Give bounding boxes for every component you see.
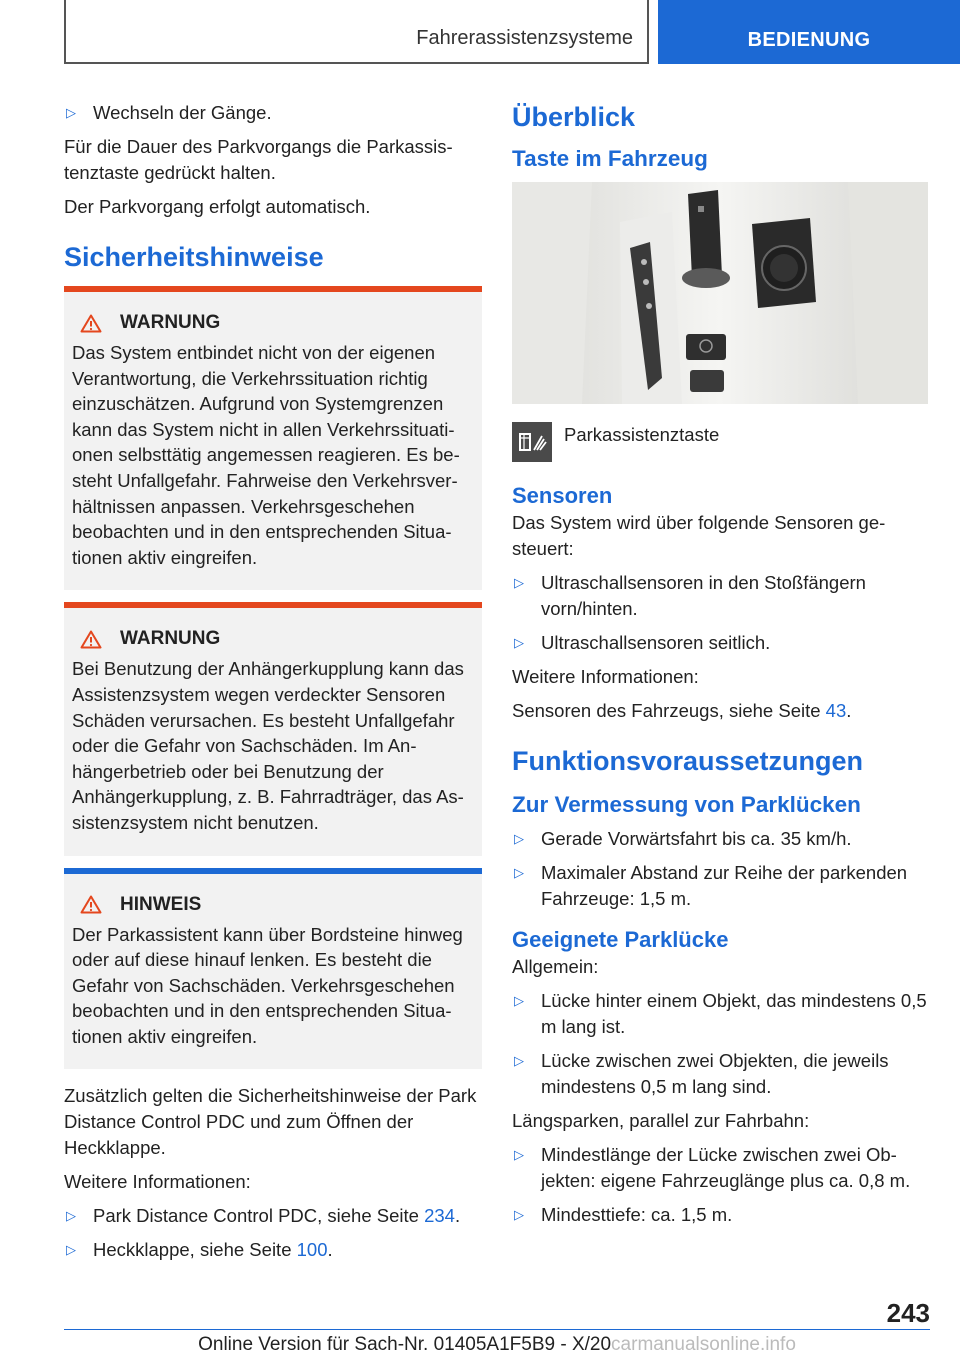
warning-triangle-icon [80, 314, 102, 333]
header-chapter-title: BEDIENUNG [747, 29, 871, 51]
bullet-triangle-icon: ▷ [514, 865, 524, 880]
page-link-100[interactable]: 100 [296, 1239, 328, 1261]
left-column [64, 100, 482, 1271]
bullet-triangle-icon: ▷ [514, 1207, 524, 1222]
paragraph: Längsparken, parallel zur Fahrbahn: [512, 1110, 810, 1131]
list-item: ▷ Heckklappe, siehe Seite 100. [64, 1237, 482, 1263]
list-item: ▷ Maximaler Abstand zur Reihe der parkenden Fahrzeuge: 1,5 m. [512, 860, 930, 912]
list-item: ▷ Gerade Vorwärtsfahrt bis ca. 35 km/h. [512, 826, 930, 852]
paragraph: Weitere Informationen: [512, 666, 699, 687]
page-number: 243 [886, 1298, 930, 1328]
watermark: carmanualsonline.info [611, 1334, 796, 1355]
paragraph: Zusätzlich gelten die Sicherheitshinweise der Park Distance Control PDC und zum Öffnen der Heckklappe. [64, 1085, 477, 1159]
paragraph: Sensoren des Fahrzeugs, siehe Seite 43. [512, 700, 852, 721]
button-legend-label: Parkassistenztaste [564, 424, 720, 445]
bullet-triangle-icon: ▷ [514, 993, 524, 1008]
parking-assistant-button-icon [512, 422, 552, 462]
bullet-triangle-icon: ▷ [514, 575, 524, 590]
footer-text: Online Version für Sach-Nr. 01405A1F5B9 - X/20carmanualsonline.info [198, 1334, 796, 1355]
bullet-triangle-icon: ▷ [66, 105, 76, 120]
warning-text: Das System entbindet nicht von der eigenen Verantwortung, die Verkehrssituation richtig einzuschätzen. Aufgrund von Systemgrenzen kann das System nicht in allen Verkehrssituationen selbsttätig angemessen reagieren. Es besteht Unfallgefahr. Fahrweise den Verkehrsverhältnissen anpassen. Verkehrsgeschehen beobachten und in den entsprechenden Situationen aktiv eingreifen. [72, 342, 460, 568]
bullet-triangle-icon: ▷ [66, 1242, 76, 1258]
page-link-43[interactable]: 43 [825, 700, 847, 721]
button-legend [512, 422, 930, 462]
list-item: ▷ Mindesttiefe: ca. 1,5 m. [512, 1202, 930, 1228]
bullet-triangle-icon: ▷ [514, 635, 524, 650]
list-item: ▷ Lücke zwischen zwei Objekten, die jeweils mindestens 0,5 m lang sind. [512, 1048, 930, 1100]
list-item: ▷ Lücke hinter einem Objekt, das mindestens 0,5 m lang ist. [512, 988, 930, 1040]
warning-box [64, 602, 482, 855]
heading-measure: Zur Vermessung von Parklücken [512, 792, 861, 817]
list-item: ▷ Mindestlänge der Lücke zwischen zwei Objekten: eigene Fahrzeuglänge plus ca. 0,8 m. [512, 1142, 930, 1194]
center-console-photo [512, 182, 928, 404]
paragraph: Für die Dauer des Parkvorgangs die Parkassistenztaste gedrückt halten. [64, 136, 453, 183]
list-item: ▷ Ultraschallsensoren seitlich. [512, 630, 930, 656]
warning-title: WARNUNG [72, 626, 474, 652]
warning-title: WARNUNG [72, 310, 474, 336]
warning-triangle-icon [80, 895, 102, 914]
heading-button: Taste im Fahrzeug [512, 146, 708, 171]
header-section-title: Fahrerassistenzsysteme [416, 27, 633, 49]
notice-text: Der Parkassistent kann über Bordsteine hinweg oder auf diese hinauf lenken. Es besteht die Gefahr von Sachschäden. Verkehrsgeschehen beobachten und in den entsprechenden Situationen aktiv eingreifen. [72, 923, 463, 1047]
notice-box [64, 868, 482, 1070]
bullet-triangle-icon: ▷ [66, 1208, 76, 1224]
heading-safety: Sicherheitshinweise [64, 242, 324, 272]
center-console-image [512, 182, 928, 404]
list-item: ▷ Wechseln der Gänge. [64, 100, 482, 126]
heading-overview: Überblick [512, 102, 636, 132]
bullet-triangle-icon: ▷ [514, 1053, 524, 1068]
paragraph: Weitere Informationen: [64, 1171, 251, 1193]
warning-box [64, 286, 482, 590]
header-chapter [658, 0, 960, 64]
heading-suitable: Geeignete Parklücke [512, 927, 729, 952]
footer-divider [64, 1329, 930, 1330]
list-item: ▷ Park Distance Control PDC, siehe Seite 234. [64, 1203, 482, 1229]
notice-title: HINWEIS [72, 892, 474, 918]
warning-text: Bei Benutzung der Anhängerkupplung kann das Assistenzsystem wegen verdeckter Sensoren Schäden verursachen. Es besteht Unfallgefahr oder die Gefahr von Sachschäden. Im Anhängerbetrieb oder bei Benutzung der Anhängerkupplung, z. B. Fahrradträger, das Assistenzsystem nicht benutzen. [72, 658, 464, 833]
heading-sensors: Sensoren [512, 483, 613, 508]
header-section [64, 0, 649, 64]
paragraph: Das System wird über folgende Sensoren gesteuert: [512, 512, 886, 559]
bullet-triangle-icon: ▷ [514, 1147, 524, 1162]
right-column [512, 100, 930, 1236]
paragraph: Allgemein: [512, 956, 599, 977]
heading-requirements: Funktionsvoraussetzungen [512, 746, 864, 776]
warning-triangle-icon [80, 630, 102, 649]
paragraph: Der Parkvorgang erfolgt automatisch. [64, 196, 371, 217]
list-item: ▷ Ultraschallsensoren in den Stoßfängern vorn/hinten. [512, 570, 930, 622]
page-link-234[interactable]: 234 [424, 1205, 455, 1227]
bullet-triangle-icon: ▷ [514, 831, 524, 846]
